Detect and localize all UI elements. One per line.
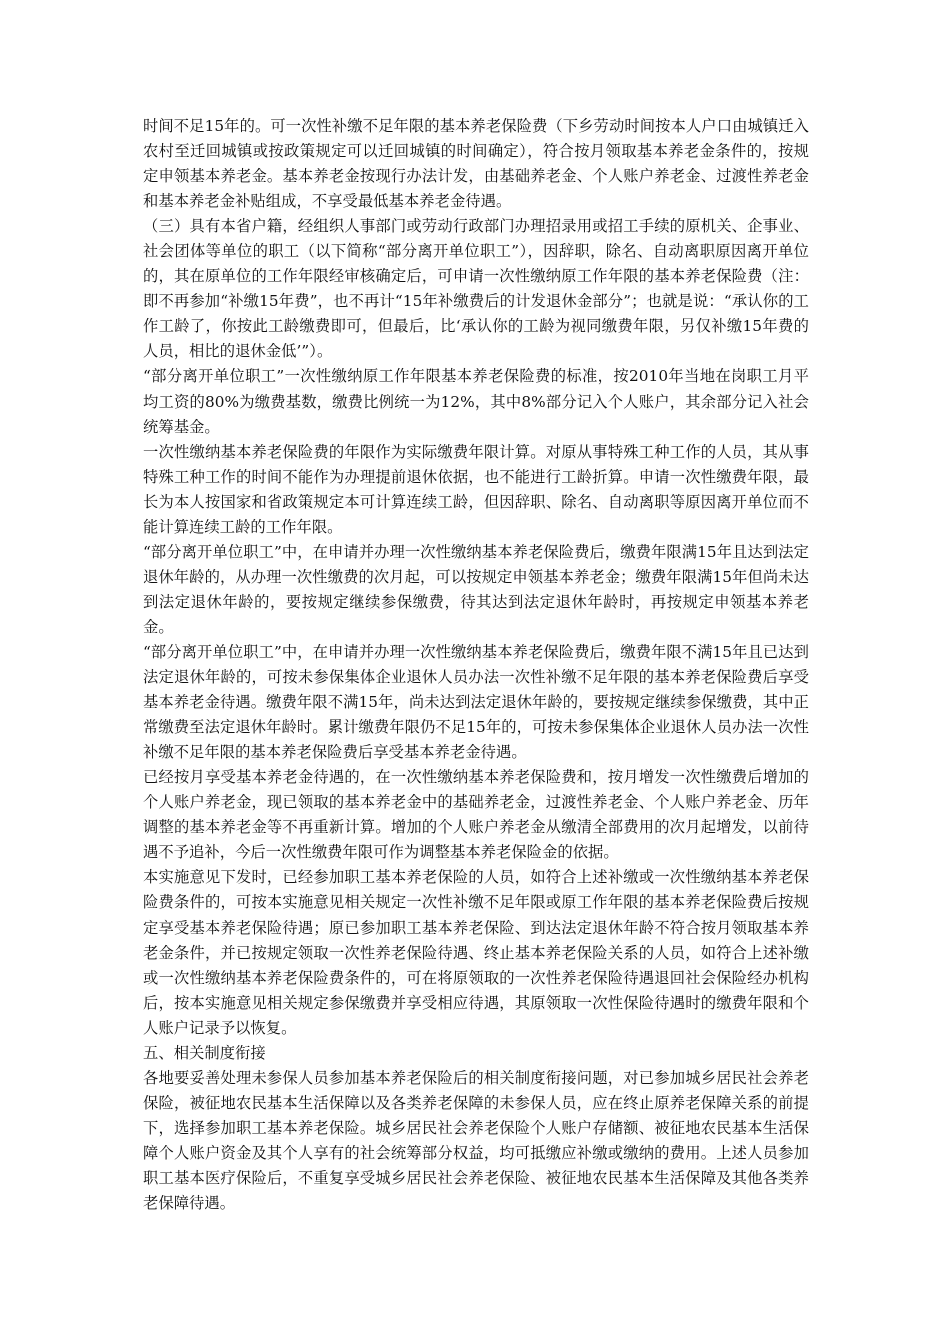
paragraph-full-15-years: “部分离开单位职工”中，在申请并办理一次性缴纳基本养老保险费后，缴费年限满15年且达到法定退休年龄的，从办理一次性缴费的次月起，可以按规定申领基本养老金；缴费年限满15年但尚未达到法定退休年龄的，要按规定继续参保缴费，待其达到法定退休年龄时，再按规定申领基本养老金。 xyxy=(143,542,809,636)
document-body xyxy=(143,114,809,1216)
paragraph-payment-standard: “部分离开单位职工”一次性缴纳原工作年限基本养老保险费的标准，按2010年当地在岗职工月平均工资的80%为缴费基数，缴费比例统一为12%，其中8%部分记入个人账户，其余部分记入社会统筹基金。 xyxy=(143,367,809,436)
paragraph-continuation: 时间不足15年的。可一次性补缴不足年限的基本养老保险费（下乡劳动时间按本人户口由城镇迁入农村至迁回城镇或按政策规定可以迁回城镇的时间确定），符合按月领取基本养老金条件的，按规定申领基本养老金。基本养老金按现行办法计发，由基础养老金、个人账户养老金、过渡性养老金和基本养老金补贴组成，不享受最低基本养老金待遇。 xyxy=(143,117,809,211)
section-heading-5: 五、相关制度衔接 xyxy=(143,1043,266,1062)
paragraph-implementation: 本实施意见下发时，已经参加职工基本养老保险的人员，如符合上述补缴或一次性缴纳基本养老保险费条件的，可按本实施意见相关规定一次性补缴不足年限或原工作年限的基本养老保险费后按规定享受基本养老保险待遇；原已参加职工基本养老保险、到达法定退休年龄不符合按月领取基本养老金条件，并已按规定领取一次性养老保险待遇、终止基本养老保险关系的人员，如符合上述补缴或一次性缴纳基本养老保险费条件的，可在将原领取的一次性养老保险待遇退回社会保险经办机构后，按本实施意见相关规定参保缴费并享受相应待遇，其原领取一次性保险待遇时的缴费年限和个人账户记录予以恢复。 xyxy=(143,868,809,1037)
paragraph-payment-years: 一次性缴纳基本养老保险费的年限作为实际缴费年限计算。对原从事特殊工种工作的人员，其从事特殊工种工作的时间不能作为办理提前退休依据，也不能进行工龄折算。申请一次性缴费年限，最长为本人按国家和省政策规定本可计算连续工龄，但因辞职、除名、自动离职等原因离开单位而不能计算连续工龄的工作年限。 xyxy=(143,442,809,536)
paragraph-system-linkage: 各地要妥善处理未参保人员参加基本养老保险后的相关制度衔接问题，对已参加城乡居民社会养老保险，被征地农民基本生活保障以及各类养老保障的未参保人员，应在终止原养老保障关系的前提下，选择参加职工基本养老保险。城乡居民社会养老保险个人账户存储额、被征地农民基本生活保障个人账户资金及其个人享有的社会统筹部分权益，均可抵缴应补缴或缴纳的费用。上述人员参加职工基本医疗保险后，不重复享受城乡居民社会养老保险、被征地农民基本生活保障及其他各类养老保障待遇。 xyxy=(143,1068,809,1213)
paragraph-section-3: （三）具有本省户籍，经组织人事部门或劳动行政部门办理招录用或招工手续的原机关、企事业、社会团体等单位的职工（以下简称“部分离开单位职工”），因辞职，除名、自动离职原因离开单位的，其在原单位的工作年限经审核确定后，可申请一次性缴纳原工作年限的基本养老保险费（注：即不再参加“补缴15年费”，也不再计“15年补缴费后的计发退休金部分”；也就是说：“承认你的工作工龄了，你按此工龄缴费即可，但最后，比‘承认你的工龄为视同缴费年限，另仅补缴15年费的人员，相比的退休金低’”）。 xyxy=(143,217,809,361)
paragraph-under-15-years: “部分离开单位职工”中，在申请并办理一次性缴纳基本养老保险费后，缴费年限不满15年且已达到法定退休年龄的，可按未参保集体企业退休人员办法一次性补缴不足年限的基本养老保险费后享受基本养老金待遇。缴费年限不满15年，尚未达到法定退休年龄的，要按规定继续参保缴费，其中正常缴费至法定退休年龄时。累计缴费年限仍不足15年的，可按未参保集体企业退休人员办法一次性补缴不足年限的基本养老保险费后享受基本养老金待遇。 xyxy=(143,642,809,762)
paragraph-already-receiving: 已经按月享受基本养老金待遇的，在一次性缴纳基本养老保险费和，按月增发一次性缴费后增加的个人账户养老金，现已领取的基本养老金中的基础养老金，过渡性养老金、个人账户养老金、历年调整的基本养老金等不再重新计算。增加的个人账户养老金从缴清全部费用的次月起增发，以前待遇不予追补，今后一次性缴费年限可作为调整基本养老保险金的依据。 xyxy=(143,768,809,862)
